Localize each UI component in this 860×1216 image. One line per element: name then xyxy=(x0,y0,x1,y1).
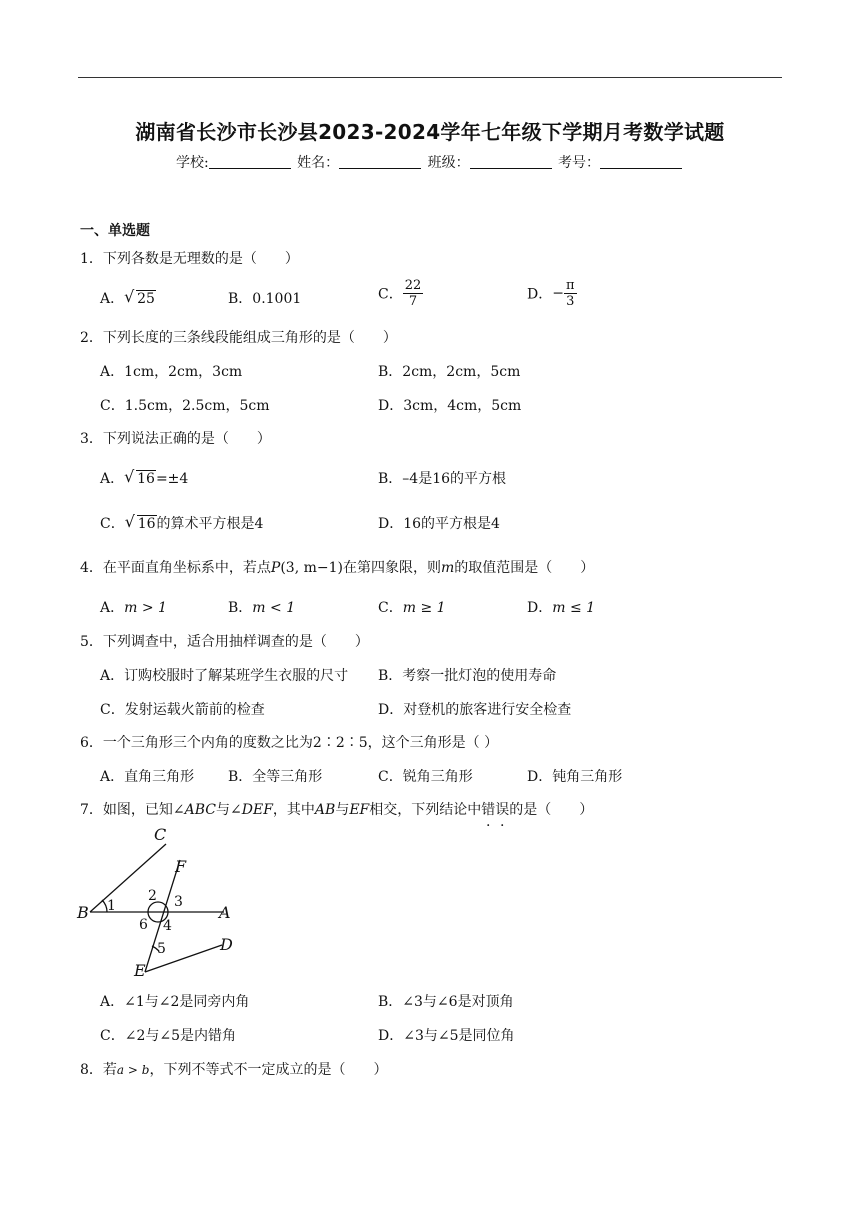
question-7-option-a[interactable]: A．∠1与∠2是同旁内角 xyxy=(100,994,250,1010)
question-1-option-a[interactable] xyxy=(100,288,156,308)
radicand: 25 xyxy=(137,291,155,307)
stem-text: 的取值范围是（ ） xyxy=(454,560,595,576)
option-letter: C． xyxy=(378,600,403,616)
question-3-stem: 3．下列说法正确的是（ ） xyxy=(80,431,271,447)
radicand: 16 xyxy=(137,516,156,532)
stem-text: 8．若 xyxy=(80,1062,117,1078)
angle-label-6: 6 xyxy=(139,917,148,933)
question-7-stem xyxy=(80,799,593,819)
question-5-stem: 5．下列调查中，适合用抽样调查的是（ ） xyxy=(80,634,369,650)
angle-label-1: 1 xyxy=(107,898,116,914)
question-7-option-b[interactable]: B．∠3与∠6是对顶角 xyxy=(378,994,514,1010)
stem-text: 7．如图，已知∠ xyxy=(80,802,185,818)
option-expression: m > 1 xyxy=(124,600,167,616)
question-4-option-b[interactable] xyxy=(228,597,295,617)
label-e: E xyxy=(134,961,146,980)
question-5-option-b[interactable]: B．考察一批灯泡的使用寿命 xyxy=(378,668,557,684)
option-letter: C． xyxy=(100,516,125,532)
class-blank[interactable] xyxy=(470,154,552,169)
denominator: 7 xyxy=(408,294,418,309)
question-1-option-c[interactable] xyxy=(378,278,423,309)
angle-name: DEF xyxy=(241,802,273,818)
stem-text: 与 xyxy=(335,802,350,818)
name-blank[interactable] xyxy=(339,154,421,169)
question-1-option-b[interactable] xyxy=(228,288,301,308)
question-7-option-c[interactable]: C．∠2与∠5是内错角 xyxy=(100,1028,236,1044)
option-letter: D． xyxy=(527,600,553,616)
numerator: π xyxy=(565,278,575,293)
question-6-option-c[interactable]: C．锐角三角形 xyxy=(378,769,473,785)
question-3-option-d[interactable]: D．16的平方根是4 xyxy=(378,516,500,532)
stem-text: 与∠ xyxy=(216,802,242,818)
school-blank[interactable] xyxy=(209,154,291,169)
emphasis-char: 错 xyxy=(481,802,496,818)
numerator: 22 xyxy=(404,278,422,293)
question-3-option-c[interactable] xyxy=(100,513,263,533)
question-6-stem: 6．一个三角形三个内角的度数之比为2∶2∶5，这个三角形是（ ） xyxy=(80,735,499,751)
option-letter: B． xyxy=(228,600,253,616)
angle-name: ABC xyxy=(184,802,217,818)
emphasis-char: 误 xyxy=(495,802,510,818)
sqrt-expression: √ 16 xyxy=(124,467,155,487)
question-3-option-a[interactable] xyxy=(100,468,188,488)
question-1-stem: 1．下列各数是无理数的是（ ） xyxy=(80,251,299,267)
sqrt-expression: √ 16 xyxy=(124,512,156,532)
option-expression: m < 1 xyxy=(252,600,296,616)
option-letter: C． xyxy=(378,286,403,303)
question-2-stem: 2．下列长度的三条线段能组成三角形的是（ ） xyxy=(80,330,397,346)
label-a: A xyxy=(219,903,231,922)
option-letter: A． xyxy=(100,471,125,487)
geometry-figure xyxy=(74,822,250,982)
option-value: 0.1001 xyxy=(252,291,302,307)
question-4-option-c[interactable] xyxy=(378,597,446,617)
point-name: P xyxy=(270,560,281,576)
stem-text: 的是（ ） xyxy=(509,802,594,818)
question-6-option-d[interactable]: D．钝角三角形 xyxy=(527,769,623,785)
question-4-option-a[interactable] xyxy=(100,597,167,617)
student-info-line xyxy=(0,152,860,172)
stem-text: ，其中 xyxy=(272,802,315,818)
option-tail: =±4 xyxy=(155,471,189,487)
question-2-option-a[interactable]: A．1cm，2cm，3cm xyxy=(100,364,243,380)
minus-sign: − xyxy=(552,285,564,302)
question-8-stem xyxy=(80,1059,387,1079)
option-expression: m ≥ 1 xyxy=(402,600,446,616)
line-name: AB xyxy=(314,802,336,818)
question-5-option-c[interactable]: C．发射运载火箭前的检查 xyxy=(100,702,265,718)
label-f: F xyxy=(175,857,187,876)
exam-no-label: 考号： xyxy=(558,155,601,171)
fraction xyxy=(564,278,577,309)
question-6-option-b[interactable]: B．全等三角形 xyxy=(228,769,323,785)
question-7-option-d[interactable]: D．∠3与∠5是同位角 xyxy=(378,1028,515,1044)
question-2-option-c[interactable]: C．1.5cm，2.5cm，5cm xyxy=(100,398,270,414)
point-coordinates: (3, m−1) xyxy=(280,560,343,576)
option-letter: D． xyxy=(527,286,553,303)
option-letter: A． xyxy=(100,291,125,307)
angle-label-4: 4 xyxy=(163,918,172,934)
line-name: EF xyxy=(349,802,370,818)
header-rule xyxy=(78,77,782,78)
question-5-option-d[interactable]: D．对登机的旅客进行安全检查 xyxy=(378,702,572,718)
question-4-stem xyxy=(80,557,594,577)
stem-text: 相交，下列结论中 xyxy=(369,802,482,818)
option-letter: B． xyxy=(228,291,253,307)
option-letter: A． xyxy=(100,600,125,616)
fraction xyxy=(403,278,424,309)
section-title: 一、单选题 xyxy=(80,223,150,239)
question-1-option-d[interactable] xyxy=(527,278,577,309)
page-title: 湖南省长沙市长沙县2023-2024学年七年级下学期月考数学试题 xyxy=(135,120,725,144)
sqrt-expression: √ 25 xyxy=(124,287,155,307)
label-b: B xyxy=(77,903,89,922)
radicand: 16 xyxy=(137,471,155,487)
angle-label-2: 2 xyxy=(148,888,157,904)
angle-label-3: 3 xyxy=(174,894,183,910)
angle-label-5: 5 xyxy=(157,941,166,957)
option-tail: 的算术平方根是4 xyxy=(156,516,264,532)
label-c: C xyxy=(154,825,167,844)
class-label: 班级： xyxy=(427,155,470,171)
question-2-option-d[interactable]: D．3cm，4cm，5cm xyxy=(378,398,522,414)
label-d: D xyxy=(220,935,233,954)
exam-no-blank[interactable] xyxy=(600,154,682,169)
option-expression: m ≤ 1 xyxy=(552,600,596,616)
question-4-option-d[interactable] xyxy=(527,597,595,617)
stem-text: ，下列不等式不一定成立的是（ ） xyxy=(149,1062,388,1078)
question-5-option-a[interactable]: A．订购校服时了解某班学生衣服的尺寸 xyxy=(100,668,349,684)
name-label: 姓名： xyxy=(297,155,340,171)
question-6-option-a[interactable]: A．直角三角形 xyxy=(100,769,195,785)
variable: m xyxy=(441,560,455,576)
question-3-option-b[interactable]: B．–4是16的平方根 xyxy=(378,471,507,487)
stem-text: 在第四象限，则 xyxy=(343,560,441,576)
school-label: 学校: xyxy=(175,155,209,171)
denominator: 3 xyxy=(566,294,575,309)
condition-expression: a > b xyxy=(116,1063,150,1077)
stem-text: 4．在平面直角坐标系中，若点 xyxy=(80,560,271,576)
question-2-option-b[interactable]: B．2cm，2cm，5cm xyxy=(378,364,521,380)
